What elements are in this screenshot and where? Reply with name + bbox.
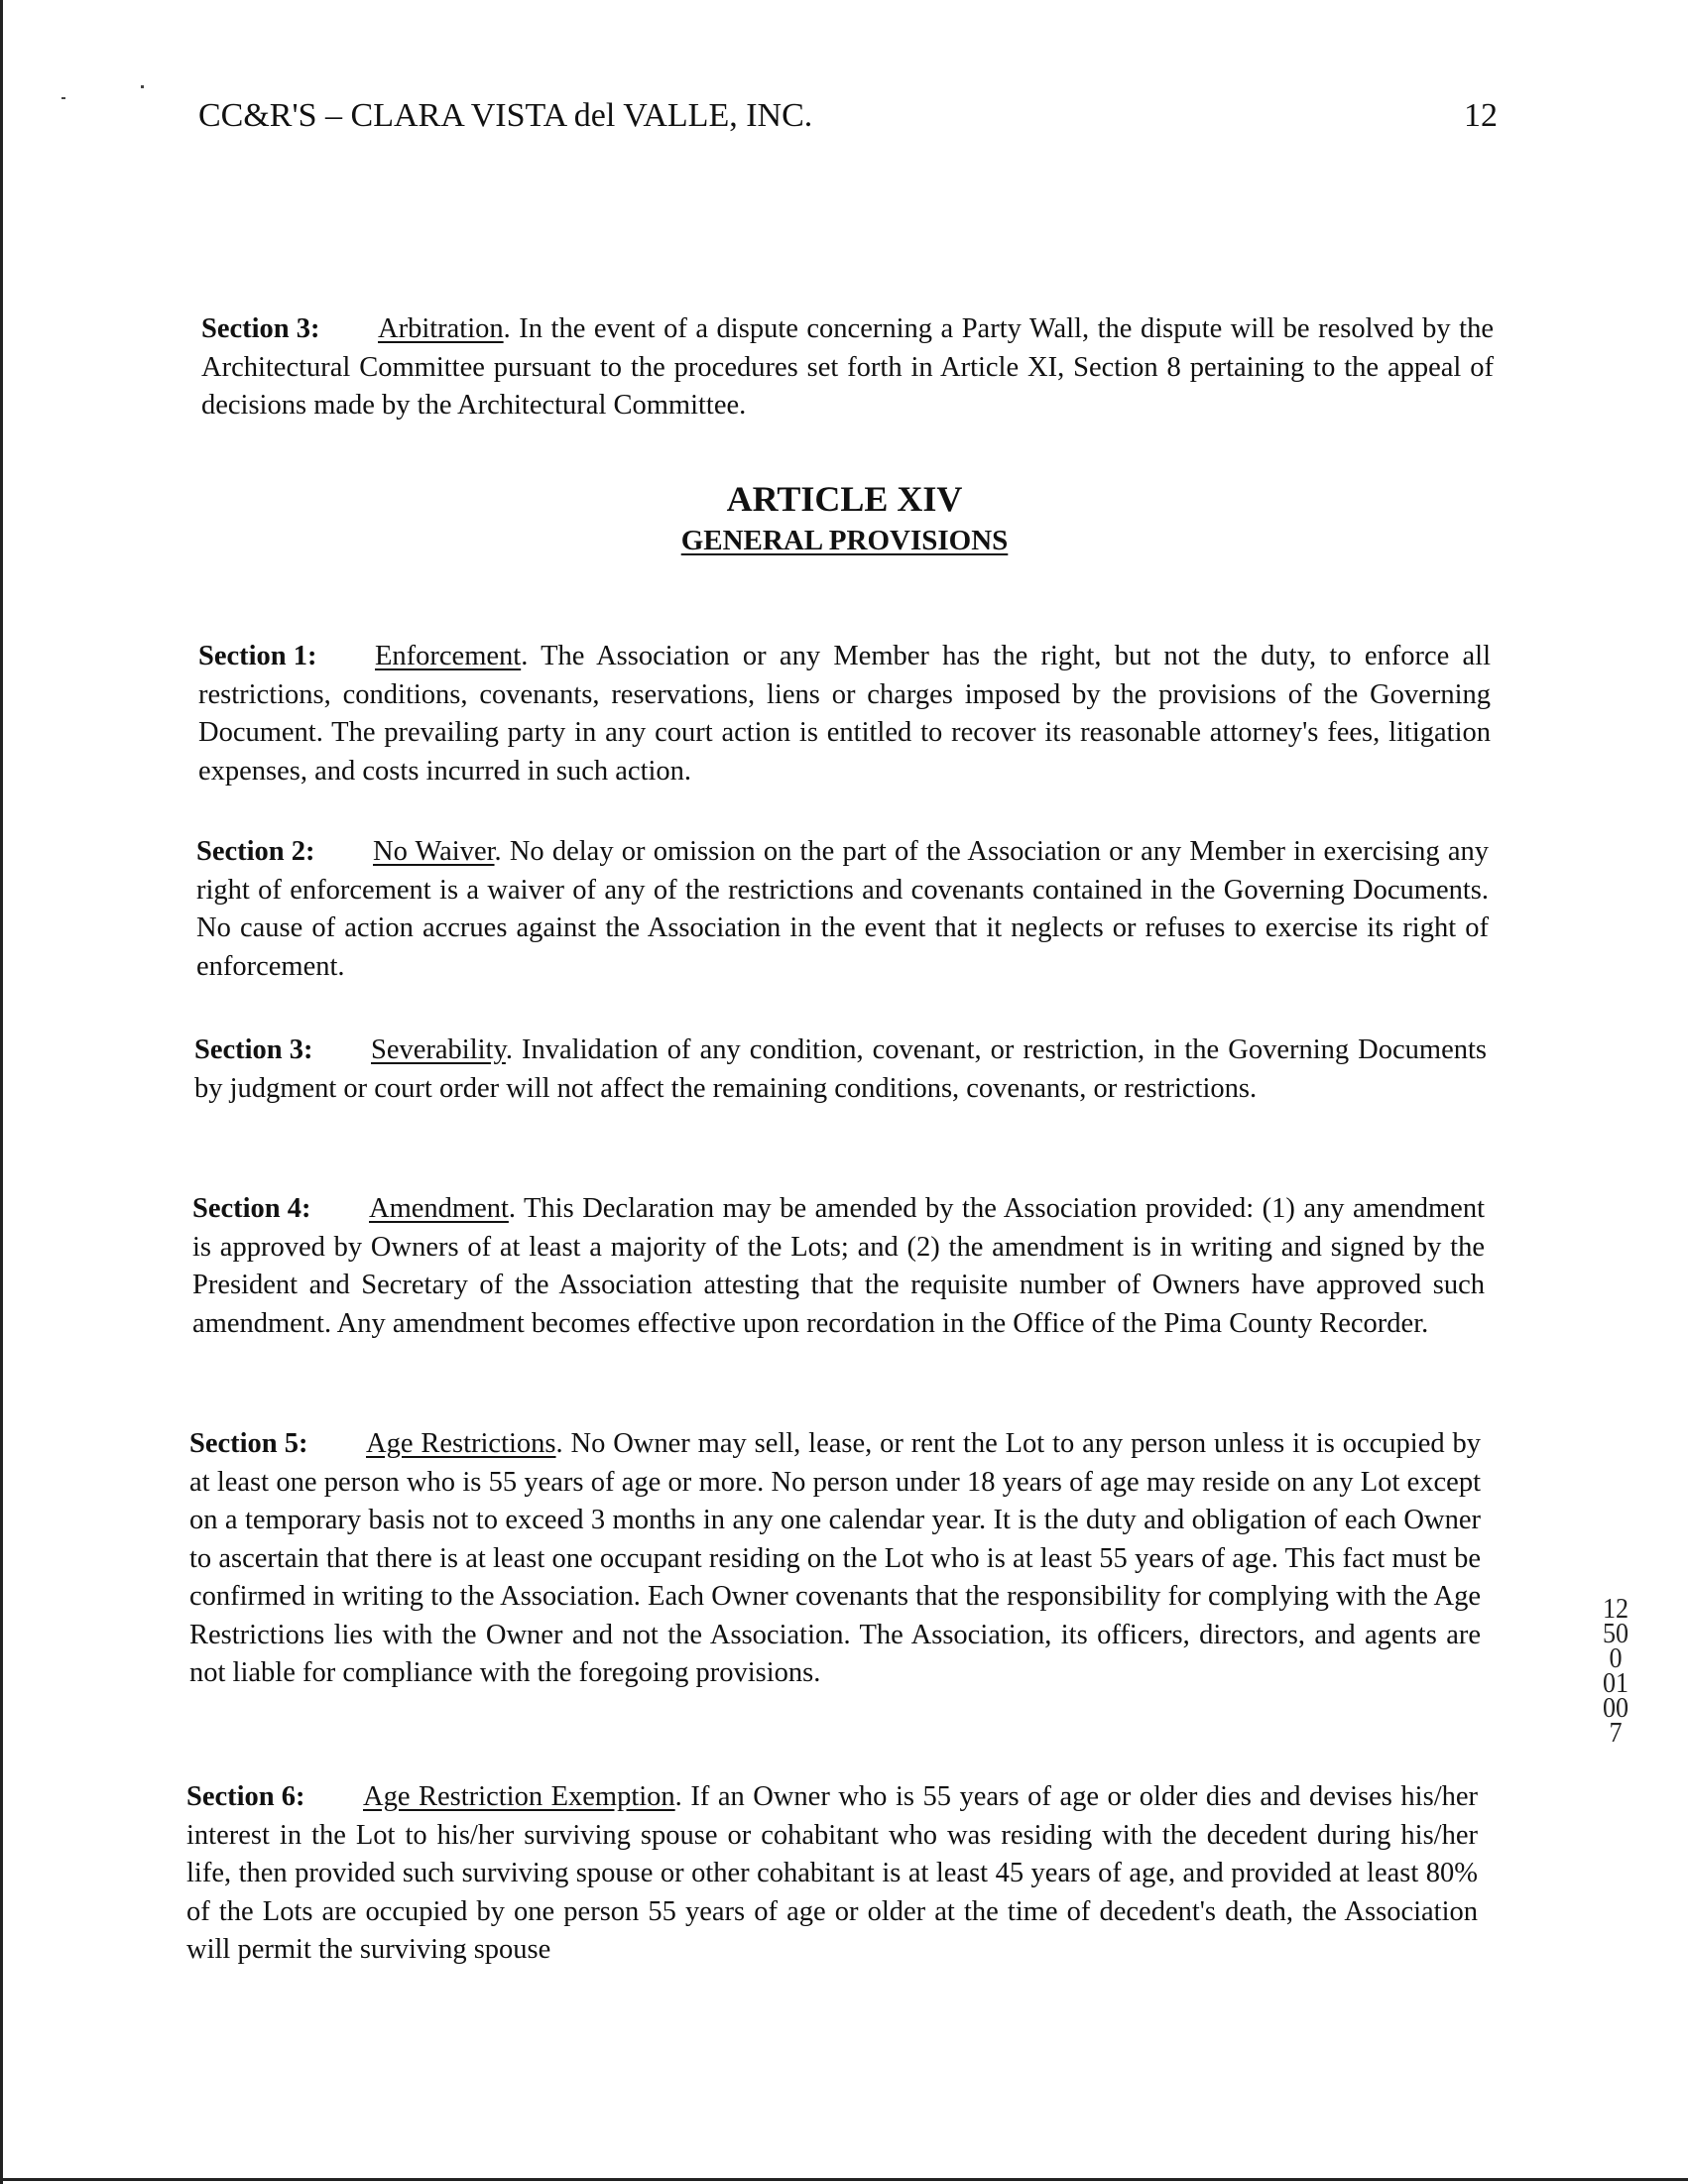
scan-speck bbox=[141, 85, 144, 88]
section-text: . No Owner may sell, lease, or rent the Lot to any person unless it is occupied by at least one person who is 55 years of age or more. No person under 18 years of age may reside on any Lot except on a temporary basis not to exceed 3 months in any one calendar year. It is the duty and obligation of each Owner to ascertain that there is at least one occupant residing on the Lot who is at least 55 years of age. This fact must be confirmed in writing to the Association. Each Owner covenants that the responsibility for complying with the Age Restrictions lies with the Owner and not the Association. The Association, its officers, directors, and agents are not liable for compliance with the foregoing provisions. bbox=[189, 1428, 1481, 1688]
section-text: . No delay or omission on the part of the Association or any Member in exercising any right of enforcement is a waiver of any of the restrictions and covenants contained in the Governing Documents. No cause of action accrues against the Association in the event that it neglects or refuses to exercise its right of enforcement. bbox=[196, 836, 1489, 982]
article-title: ARTICLE XIV bbox=[726, 479, 963, 519]
scan-bottom-edge bbox=[0, 2178, 1688, 2181]
section-title: Arbitration bbox=[378, 313, 504, 344]
page-number: 12 bbox=[1464, 97, 1498, 134]
section-title: Severability bbox=[371, 1034, 506, 1065]
section-age-restriction-exemption bbox=[186, 1778, 1478, 1970]
section-enforcement bbox=[198, 638, 1491, 790]
document-title: CC&R'S – CLARA VISTA del VALLE, INC. bbox=[198, 97, 813, 134]
section-label: Section 4: bbox=[192, 1193, 311, 1224]
section-label: Section 1: bbox=[198, 641, 317, 671]
section-amendment bbox=[192, 1190, 1485, 1343]
scan-left-edge bbox=[0, 0, 3, 2184]
section-no-waiver bbox=[196, 833, 1489, 986]
section-title: Amendment bbox=[369, 1193, 509, 1224]
section-title: No Waiver bbox=[373, 836, 495, 867]
article-subtitle: GENERAL PROVISIONS bbox=[680, 525, 1009, 556]
section-label: Section 5: bbox=[189, 1428, 308, 1459]
section-title: Enforcement bbox=[375, 641, 522, 671]
recording-stamp: 12500 01007 bbox=[1602, 1593, 1629, 1749]
section-text: . This Declaration may be amended by the Association provided: (1) any amendment is approved by Owners of at least a majority of the Lots; and (2) the amendment is in writing and signed by the President and Secretary of the Association attesting that the requisite number of Owners have approved such amendment. Any amendment becomes effective upon recordation in the Office of the Pima County Recorder. bbox=[192, 1193, 1485, 1339]
section-label: Section 6: bbox=[186, 1781, 305, 1812]
section-label: Section 2: bbox=[196, 836, 315, 867]
section-text: . The Association or any Member has the right, but not the duty, to enforce all restrictions, conditions, covenants, reservations, liens or charges imposed by the provisions of the Governing Document. The prevailing party in any court action is entitled to recover its reasonable attorney's fees, litigation expenses, and costs incurred in such action. bbox=[198, 641, 1491, 787]
section-text: . If an Owner who is 55 years of age or older dies and devises his/her interest in the Lot to his/her surviving spouse or cohabitant who was residing with the decedent during his/her life, then provided such surviving spouse or other cohabitant is at least 45 years of age, and provided at least 80% of the Lots are occupied by one person 55 years of age or older at the time of decedent's death, the Association will permit the surviving spouse bbox=[186, 1781, 1478, 1965]
section-label: Section 3: bbox=[201, 313, 320, 344]
section-title: Age Restriction Exemption bbox=[363, 1781, 675, 1812]
section-title: Age Restrictions bbox=[366, 1428, 556, 1459]
article-heading bbox=[198, 476, 1491, 559]
section-severability bbox=[194, 1031, 1487, 1108]
scan-speck bbox=[61, 97, 65, 99]
page-header bbox=[198, 97, 1498, 147]
section-text: . Invalidation of any condition, covenant, or restriction, in the Governing Documents by judgment or court order will not affect the remaining conditions, covenants, or restrictions. bbox=[194, 1034, 1487, 1104]
section-age-restrictions bbox=[189, 1425, 1481, 1693]
section-label: Section 3: bbox=[194, 1034, 313, 1065]
section-text: . In the event of a dispute concerning a Party Wall, the dispute will be resolved by the Architectural Committee pursuant to the procedures set forth in Article XI, Section 8 pertaining to the appeal of decisions made by the Architectural Committee. bbox=[201, 313, 1494, 421]
section-arbitration bbox=[201, 310, 1494, 425]
